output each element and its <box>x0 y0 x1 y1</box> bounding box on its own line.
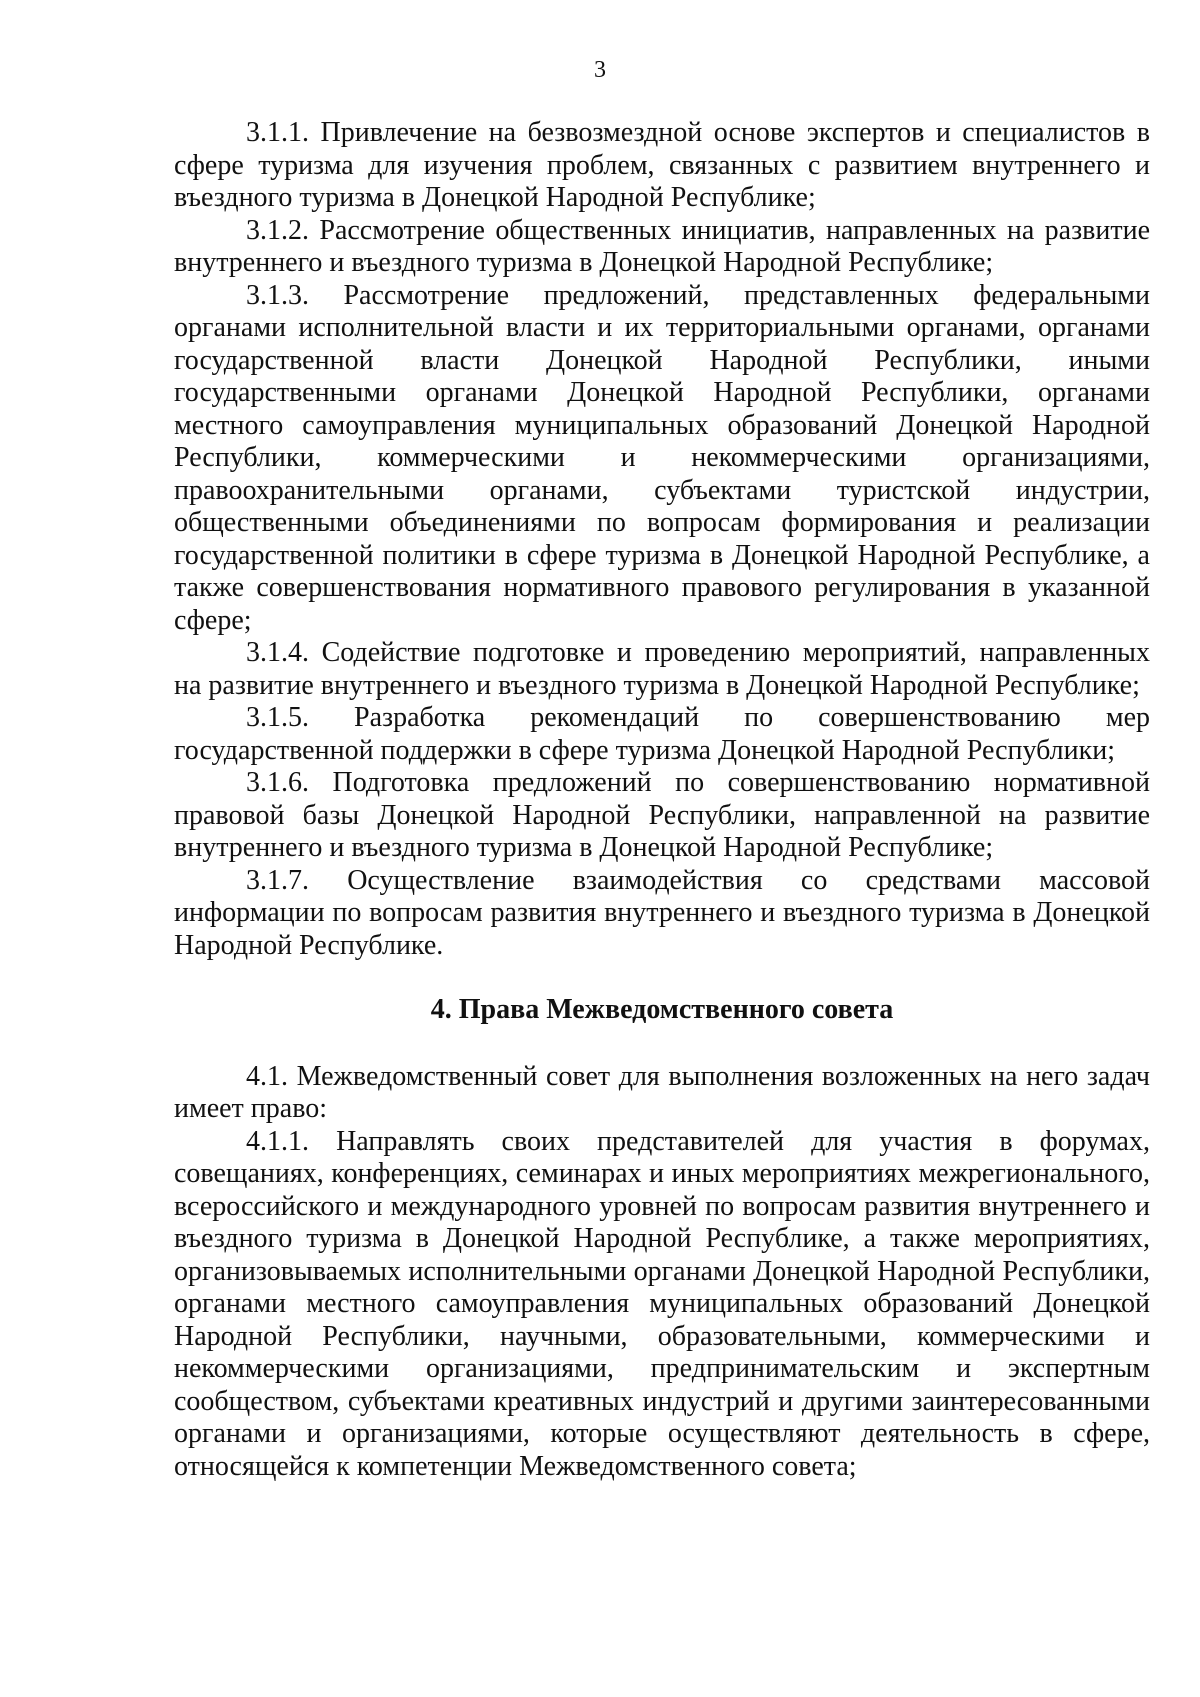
section-4-heading: 4. Права Межведомственного совета <box>430 994 894 1025</box>
paragraph-3-1-1: 3.1.1. Привлечение на безвозмездной основе экспертов и специалистов в сфере туризма для изучения проблем, связанных с развитием внутреннего и въездного туризма в Донецкой Народной Республике; <box>174 117 1150 213</box>
document-body <box>174 117 1150 1483</box>
paragraph-4-1: 4.1. Межведомственный совет для выполнения возложенных на него задач имеет право: <box>174 1060 1150 1124</box>
paragraph-3-1-3: 3.1.3. Рассмотрение предложений, представленных федеральными органами исполнительной власти и их территориальными органами, органами государственной власти Донецкой Народной Республики, иными государственными органами Донецкой Народной Республики, органами местного самоуправления муниципальных образований Донецкой Народной Республики, коммерческими и некоммерческими организациями, правоохранительными органами, субъектами туристской индустрии, общественными объединениями по вопросам формирования и реализации государственной политики в сфере туризма в Донецкой Народной Республике, а также совершенствования нормативного правового регулирования в указанной сфере; <box>174 279 1150 636</box>
paragraph-3-1-2: 3.1.2. Рассмотрение общественных инициатив, направленных на развитие внутреннего и въездного туризма в Донецкой Народной Республике; <box>174 214 1150 278</box>
paragraph-3-1-7: 3.1.7. Осуществление взаимодействия со средствами массовой информации по вопросам развития внутреннего и въездного туризма в Донецкой Народной Республике. <box>174 864 1150 961</box>
page-number: 3 <box>594 57 606 83</box>
paragraph-3-1-6: 3.1.6. Подготовка предложений по совершенствованию нормативной правовой базы Донецкой Народной Республики, направленной на развитие внутреннего и въездного туризма в Донецкой Народной Республике; <box>174 767 1150 863</box>
paragraph-3-1-4: 3.1.4. Содействие подготовке и проведению мероприятий, направленных на развитие внутреннего и въездного туризма в Донецкой Народной Республике; <box>174 637 1150 701</box>
paragraph-4-1-1: 4.1.1. Направлять своих представителей для участия в форумах, совещаниях, конференциях, семинарах и иных мероприятиях межрегионального, всероссийского и международного уровней по вопросам развития внутреннего и въездного туризма в Донецкой Народной Республике, а также мероприятиях, организовываемых исполнительными органами Донецкой Народной Республики, органами местного самоуправления муниципальных образований Донецкой Народной Республики, научными, образовательными, коммерческими и некоммерческими организациями, предпринимательским и экспертным сообществом, субъектами креативных индустрий и другими заинтересованными органами и организациями, которые осуществляют деятельность в сфере, относящейся к компетенции Межведомственного совета; <box>174 1125 1150 1482</box>
paragraph-3-1-5: 3.1.5. Разработка рекомендаций по совершенствованию мер государственной поддержки в сфере туризма Донецкой Народной Республики; <box>174 702 1150 766</box>
